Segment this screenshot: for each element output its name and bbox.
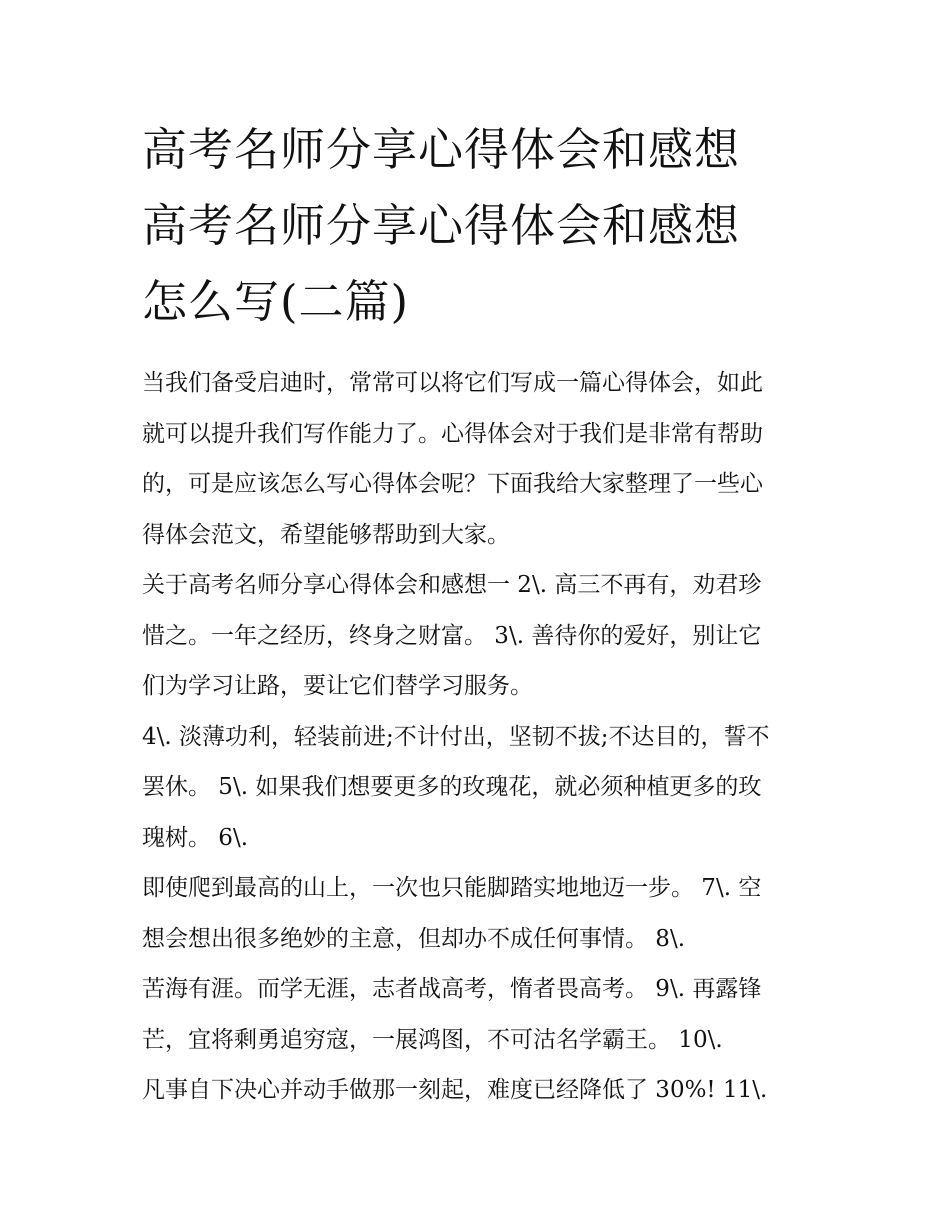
text-line: 当我们备受启迪时，常常可以将它们写成一篇心得体会，如此 xyxy=(142,370,763,396)
text-line: 凡事自下决心并动手做那一刻起，难度已经降低了 30%! 11\. xyxy=(142,1077,768,1103)
title-line-3: 怎么写(二篇) xyxy=(142,275,410,328)
title-line-2: 高考名师分享心得体会和感想 xyxy=(142,199,741,252)
text-line: 的，可是应该怎么写心得体会呢？下面我给大家整理了一些心 xyxy=(142,471,763,497)
body-text xyxy=(142,358,820,1116)
title-line-1: 高考名师分享心得体会和感想 xyxy=(142,123,741,176)
text-line: 们为学习让路，要让它们替学习服务。 xyxy=(142,673,533,699)
text-line: 惜之。一年之经历，终身之财富。 3\. 善待你的爱好，别让它 xyxy=(142,622,762,649)
document-title xyxy=(142,112,820,340)
text-line: 芒，宜将剩勇追穷寇，一展鸿图，不可沽名学霸王。 10\. xyxy=(142,1026,723,1053)
text-line: 瑰树。 6\. xyxy=(142,824,249,851)
text-line: 4\. 淡薄功利，轻装前进;不计付出，坚韧不拔;不达目的，誓不 xyxy=(142,723,770,750)
text-line: 得体会范文，希望能够帮助到大家。 xyxy=(142,521,510,548)
text-line: 就可以提升我们写作能力了。心得体会对于我们是非常有帮助 xyxy=(142,420,763,447)
text-line: 关于高考名师分享心得体会和感想一 2\. 高三不再有，劝君珍 xyxy=(142,572,762,598)
text-line: 即使爬到最高的山上，一次也只能脚踏实地地迈一步。 7\. 空 xyxy=(142,875,762,901)
text-line: 苦海有涯。而学无涯，志者战高考，惰者畏高考。 9\. 再露锋 xyxy=(142,976,762,1002)
text-line: 想会想出很多绝妙的主意，但却办不成任何事情。 8\. xyxy=(142,925,686,952)
text-line: 罢休。 5\. 如果我们想要更多的玫瑰花，就必须种植更多的玫 xyxy=(142,774,762,800)
